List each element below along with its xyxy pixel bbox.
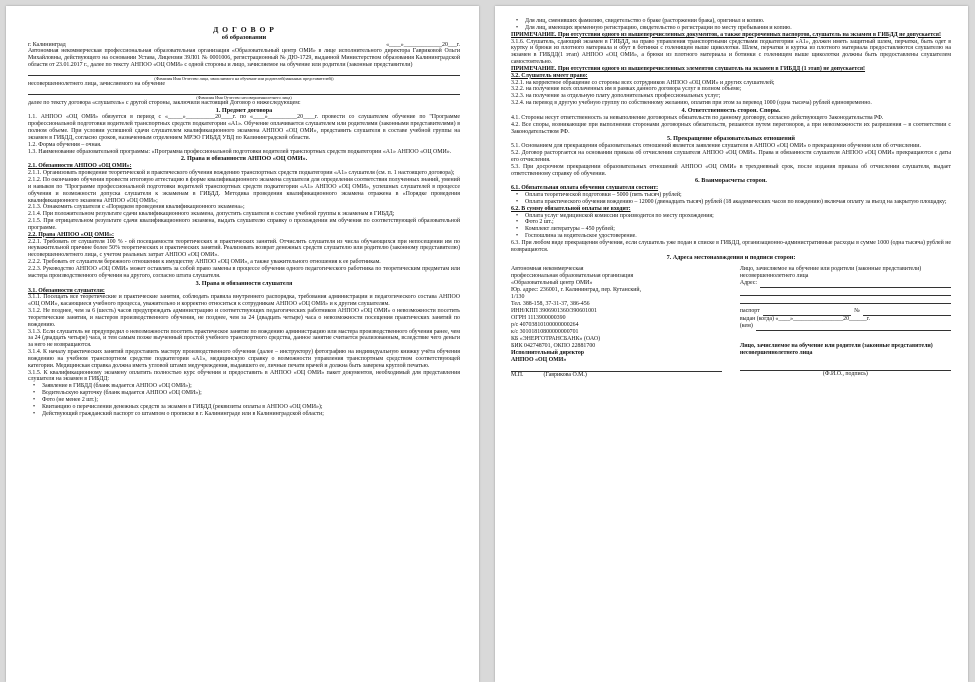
section-5-title: 5. Прекращение образовательных отношений [666,135,795,143]
issued-by-label: (кем) [739,322,753,329]
address-row [740,280,951,288]
org-line: КБ «ЭНЕРГОТРАНСБАНК» (ОАО) [511,335,601,342]
clause-2-1-2: 2.1.2. По окончанию обучения провести итоговую аттестацию в форме квалификационного экзамена слушателя для определения соответствия полученных знаний, умений и навыков по "Программе профессиональной подготовки водителей транспортных средств подкатегории «А1» АНПОО «ОЦ ОМИ», успешных слушателей в процессе обучения и возможности допуска слушателя к экзаменам в ГИБДД. Методика проведения квалификационного экзамена отражена в «Порядке проведения квалификационного экзамена АНПОО «ОЦ ОМИ»; [28,177,460,204]
clause-2-1-4: 2.1.4. При положительном результате сдачи квалификационного экзамена, допустить слушателя в составе учебной группы к экзаменам в ГИБДД; [28,211,395,218]
clause-3-1-4: 3.1.4. К началу практических занятий предоставить мастеру производственного обучения (далее – инструктору) фотографию на индивидуальную книжку учёта обучения вождению на учебном транспортном средстве подкатегории «А1», медицинскую справку о возможности управления транспортным средством соответствующей категории. Медицинская справка должна иметь угловой штамп медучреждения, выдавшего ее, личные печати врачей и должна быть заверена круглой печатью. [28,349,460,369]
signature-caption: (Ф.И.О., подпись) [822,370,868,377]
clause-4-2: 4.2. Все споры, возникающие при выполнении сторонами договорных обязательств, решаются путем переговоров, а при невозможности их разрешения – в соответствии с Законодательством РФ. [511,121,951,135]
organization-details [511,266,722,379]
address-label: Адрес: [739,279,758,286]
page-2-content [511,18,951,379]
sign-title: Лицо, зачисляемое на обучение или родители (законные представители) несовершеннолетнего лица [739,342,933,356]
list-item: • Действующий гражданский паспорт со штампом о прописке в г. Калининграде или в Калининградской области; [42,411,460,418]
clause-3-2-2: 3.2.2. на получение всех оплаченных им в рамках данного договора услуг в полном объеме; [511,86,742,93]
excluded-payments-list [511,213,951,240]
list-item: • Госпошлина за водительское удостоверение. [525,233,951,240]
contract-page-2 [495,6,968,682]
clause-5-1: 5.1. Основанием для прекращения образовательных отношений является заявление слушателя в АНПОО «ОЦ ОМИ» о прекращении обучения или об отчислении. [511,143,921,150]
intro-paragraph: Автономная некоммерческая профессиональная образовательная организация «Образовательный центр ОМИ» в лице исполнительного директора Гавриковой Ольги Михайловны, действующего на основании Устава, Лицензии 39Л01 № 0001006, регистрационный № ДЮ-1729, выданной Министерством образования Калининградской области от 23.01.2017 г., далее по тексту АНПОО «ОЦ ОМИ» с одной стороны и лицо, зачисляемое на обучение или родители (законные представители) [28,48,460,69]
minor-name-caption: (Фамилия Имя Отчество несовершеннолетнего лица) [196,94,292,100]
note-equipment: ПРИМЕЧАНИЕ. При отсутствии одного из вышеперечисленных элементов слушатель на экзамен в ГИБДД (1 этап) не допускается! [511,65,866,72]
document-subtitle: об образовании [221,34,267,41]
org-line: Автономная некоммерческая [511,265,584,272]
list-item: • Оплата практического обучения вождению – 12000 (двенадцать тысяч) рублей (18 академических часов по вождению) включая оплату за въезд на закрытую площадку; [525,199,951,206]
list-item: • Оплата теоретической подготовки – 5000 (пять тысяч) рублей; [525,192,951,199]
org-line: Тел. 388-158, 37-31-37, 386-456 [511,300,590,307]
document-title: Д О Г О В О Р [213,25,275,34]
list-item: • Фото 2 шт.; [525,219,951,226]
director-signature-line[interactable] [511,364,722,372]
city: г. Калининград [28,41,66,48]
clause-4-1: 4.1. Стороны несут ответственность за невыполнение договорных обязательств по данному договору, согласно действующего Законодательства РФ. [511,114,884,121]
director-name: (Гаврикова О.М.) [543,371,587,378]
page-1-content [28,26,460,418]
name-blank-line[interactable] [28,69,460,76]
student-signature-line[interactable] [740,363,951,371]
address-field-3[interactable] [740,296,951,304]
list-item: • Для лиц, имеющих временную регистрацию, свидетельство о регистрации по месту пребывания и копию. [525,25,951,32]
list-item: • Для лиц, сменивших фамилию, свидетельство о браке (расторжении брака), оригинал и копию. [525,18,951,25]
note-documents: ПРИМЕЧАНИЕ. При отсутствии одного из вышеперечисленных документов, а также просроченных паспортов, слушатель на экзамен в ГИБДД не допускается! [511,31,941,38]
heading-2-2: 2.2. Права АНПОО «ОЦ ОМИ»: [28,231,114,238]
passport-number-label: № [854,307,860,314]
clause-6-3: 6.3. При любом виде прекращения обучения, если слушатель уже подан в списке в ГИБДД, организационно-административные расходы в сумме 1000 (одна тысяча) рублей не возвращаются. [511,240,951,253]
heading-3-1: 3.1. Обязанности слушателя: [28,287,105,294]
heading-6-1: 6.1. Обязательная оплата обучения слушателя состоит: [511,185,659,192]
clause-2-1-3: 2.1.3. Ознакомить слушателя с «Порядком проведения квалификационного экзамена»; [28,204,245,211]
issued-by-row [740,323,951,331]
clause-3-1-1: 3.1.1. Посещать все теоретические и практические занятия, соблюдать правила внутреннего распорядка, требования администрации и педагогического состава АНПОО «ОЦ ОМИ», касающиеся учебного процесса, уважительно и корректно относиться к сотрудникам АНПОО «ОЦ ОМИ» и к другим слушателям. [28,294,460,308]
clause-3-2-1: 3.2.1. на корректное обращение со стороны всех сотрудников АНПОО «ОЦ ОМИ» и других слушателей; [511,79,775,86]
section-4-title: 4. Ответственность сторон. Споры. [681,106,781,114]
documents-list-right [511,18,951,32]
section-6-title: 6. Взаиморасчеты сторон. [695,177,767,185]
org-line: 1/130 [511,293,525,300]
clause-3-2-4: 3.2.4. на перевод в другую учебную группу по собственному желанию, оплатив при этом за перевод 1000 (одна тысяча) рублей единовременно. [511,100,872,107]
clause-2-2-1: 2.2.1. Требовать от слушателя 100 % - ой посещаемости теоретических и практических занятий. Отчислить слушателя из числа обучающихся при непосещении им по неуважительной причине более 50% теоретических и практических занятий. Реализовать возврат денежных средств слушателю или родителю (законному представителю) несовершеннолетнего лица, с учетом реальных затрат АНПОО «ОЦ ОМИ». [28,238,460,259]
org-line: к/с 30101810800000000701 [511,328,579,335]
list-item: • Водительскую карточку (бланк выдается АНПОО «ОЦ ОМИ»); [42,390,460,397]
clause-3-2-3: 3.2.3. на получение за отдельную плату дополнительных профессиональных услуг; [511,93,721,100]
section-7-title: 7. Адреса местонахождения и подписи сторон: [666,253,796,261]
clause-5-3: 5.3. При досрочном прекращении образовательных отношений АНПОО «ОЦ ОМИ» в трехдневный срок, после издания приказа об отчислении слушателя, выдает ответственному справку об обучении. [511,163,951,177]
payment-list [511,192,951,206]
date-line: «____»_____________20___г. [386,41,460,48]
list-item: • Оплата услуг медицинской комиссии производится по месту прохождения; [525,213,951,220]
clause-2-2-3: 2.2.3. Руководство АНПОО «ОЦ ОМИ» может оставлять за собой право замены в процессе обучения одного педагогического работника по теоретическим предметам или мастера производственного обучения на другого, согласно штата слушателя. [28,265,460,279]
clause-1-1: 1.1. АНПОО «ОЦ ОМИ» обязуется в период с «_____»__________20____г. по «____»__________20____г. провести со слушателем обучение по "Программе профессиональной подготовки водителей транспортных средств подкатегории «А1». Обучение оплачивается слушателем или родителями (законными представителями) в полном объеме. При условии успешной сдачи слушателем квалификационного экзамена АНПОО «ОЦ ОМИ», представить слушателя в составе учебной группы на экзамен в ГИБДД, согласно сроков, назначенным отделением МРЭО ГИБДД УВД по Калининградской области. [28,114,460,141]
passport-row [740,308,951,316]
list-item: • Комплект литературы – 450 рублей; [525,226,951,233]
clause-3-1-6: 3.1.6. Слушатель, сдающий экзамен в ГИБДД, на право управления транспортными средствами подкатегории «А1», должен иметь защитный шлем, перчатки, быть одет в куртку и брюки из плотного материала и обут в ботинки с голенищем выше щиколотки. Шлем, перчатки и куртка из плотного материала предоставляются слушателю на экзамен в ГИБДД(1 этап) АНПОО «ОЦ ОМИ», а брюки из плотного материала и ботинки с голенищем выше щиколотки должны быть предоставлены слушателем самостоятельно. [511,38,951,66]
org-line: ОГРН 1113900000390 [511,314,566,321]
director-sign-row [511,372,722,379]
issued-by-field[interactable] [756,323,951,331]
clause-3-1-5: 3.1.5. К квалификационному экзамену оплатить полностью курс обучения и предоставить в АНПОО «ОЦ ОМИ» пакет документов, необходимый для представления слушателя на экзамен в ГИБДД: [28,369,460,383]
signatures-block [511,266,951,379]
clause-3-1-2: 3.1.2. Не позднее, чем за 6 (шесть) часов предупреждать администрацию и соответствующих педагогических работников АНПОО «ОЦ ОМИ» о невозможности посетить теоретические занятия, и мастеров производственного обучения, не позднее, чем за 24 (двадцать четыре) часа о невозможности посещения практических занятий по вождению. [28,308,460,328]
section-1-title: 1. Предмет договора [215,106,273,114]
org-line: Юр. адрес: 236001, г. Калининград, пер. Кутанский, [511,286,642,293]
address-field-2[interactable] [740,288,951,296]
list-item: • Фото (не менее 2 шт.); [42,397,460,404]
issued-line: выдан (когда) «____»_________________20______г. [739,315,870,322]
minor-name-blank-line[interactable] [28,88,460,95]
org-line: р/с 40703810100000000264 [511,321,579,328]
director-title: Исполнительный директор [511,349,585,356]
contract-page-1 [6,6,479,682]
clause-1-3: 1.3. Наименование образовательной программы: «Программа профессиональной подготовки водителей транспортных средств подкатегории «А1» АНПОО «ОЦ ОМИ». [28,148,452,155]
passport-number-field[interactable] [863,308,951,316]
heading-6-2: 6.2. В сумму обязательной оплаты не входит: [511,205,631,212]
passport-series-field[interactable] [763,308,851,316]
list-item: • Квитанцию о перечислении денежных средств за экзамен в ГИБДД (реквизиты оплаты в АНПОО «ОЦ ОМИ»); [42,404,460,411]
passport-label: паспорт [739,307,760,314]
org-line: ИНН/КПП 3906901360/390601001 [511,307,597,314]
org-line: БИК 042748701, ОКПО 22881700 [511,342,596,349]
address-field[interactable] [760,280,951,288]
clause-2-2-2: 2.2.2. Требовать от слушателя бережного отношения к имуществу АНПОО «ОЦ ОМИ», а также уважительного отношения к ее работникам. [28,259,381,266]
after-minor-paragraph: далее по тексту договора «слушатель» с другой стороны, заключили настоящий Договор о нижеследующем: [28,99,301,106]
section-3-title: 3. Права и обязанности слушателя [195,279,293,287]
person-title: Лицо, зачисляемое на обучение или родители (законные представители) несовершеннолетнего лица [739,265,922,279]
org-line: профессиональная образовательная организация [511,272,634,279]
list-item: • Заявление в ГИБДД (бланк выдается АНПОО «ОЦ ОМИ»); [42,383,460,390]
section-2-title: 2. Права и обязанности АНПОО «ОЦ ОМИ». [180,155,308,163]
heading-2-1: 2.1. Обязанности АНПОО «ОЦ ОМИ»: [28,163,132,170]
director-org: АНПОО «ОЦ ОМИ» [511,356,567,363]
student-details [740,266,951,379]
stamp-label: М.П. [511,371,524,378]
clause-1-2: 1.2. Форма обучения – очная. [28,141,102,148]
heading-3-2: 3.2. Слушатель имеет право: [511,72,588,79]
clause-2-1-1: 2.1.1. Организовать проведение теоретической и практического обучения вождению транспортных средств подкатегории «А1» слушателя (см. п. 1 настоящего договора); [28,170,455,177]
org-line: «Образовательный центр ОМИ» [511,279,593,286]
clause-5-2: 5.2. Договор расторгается на основании приказа об отчислении слушателя АНПОО «ОЦ ОМИ». Права и обязанности слушателя АНПОО «ОЦ ОМИ» прекращаются с даты его отчисления. [511,150,951,163]
name-caption: (Фамилия Имя Отчество лица, зачисляемого на обучение или родителей(законных представителей)) [154,75,334,81]
documents-list-left [28,383,460,417]
clause-2-1-5: 2.1.5. При отрицательном результате сдачи квалификационного экзамена, выдать слушателю справку о прохождении им обучения по соответствующей образовательной программе. [28,218,460,231]
clause-3-1-3: 3.1.3. Если слушатель не предупредил о невозможности посетить практическое занятие по вождению администрацию или мастера производственного обучения ранее, чем за 24 (двадцать четыре) часа, и тем самым позже выученный простой учебного транспортного средства, данное занятие считается реализованным, вследствие чего деньги за него не возвращаются. [28,328,460,349]
minor-line: несовершеннолетнего лица, зачисляемого на обучение [28,80,165,87]
